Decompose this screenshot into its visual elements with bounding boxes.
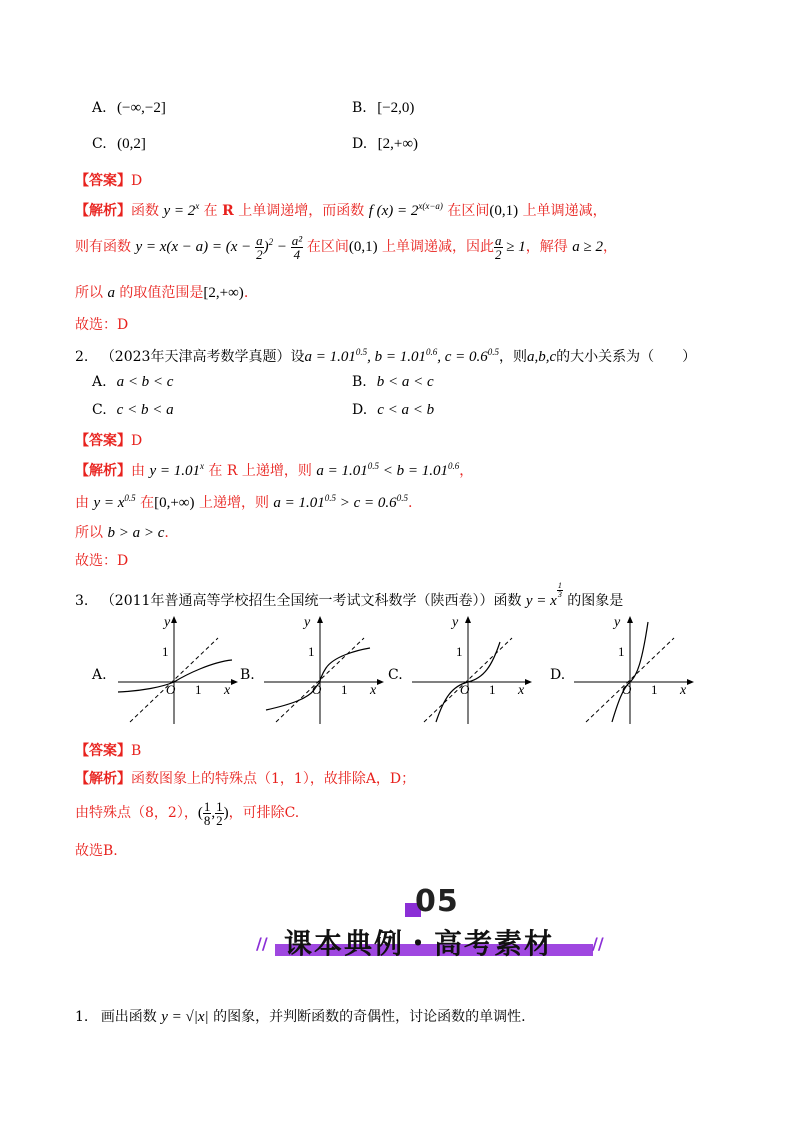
answer-tag: 【答案】 [75, 433, 131, 449]
text: 的图象是 [562, 593, 624, 609]
expr: a = 1.01 [304, 349, 356, 365]
option-label: B. [352, 374, 367, 390]
x-label: x [370, 683, 377, 698]
x-axis-arrow [687, 679, 694, 685]
origin-label: O [166, 682, 176, 697]
text: ，则 [498, 349, 527, 365]
q1-analysis-line3 [75, 282, 248, 302]
denominator: 8 [203, 813, 211, 828]
option-value: c < b < a [116, 402, 174, 418]
graph-label-c: C. [388, 667, 403, 683]
text: ， [459, 463, 474, 479]
text: 所以 [75, 285, 108, 301]
q2-analysis-line1 [75, 460, 473, 480]
math-expr [93, 495, 135, 511]
numerator: a² [291, 233, 303, 248]
text: 则有函数 [75, 238, 136, 255]
banner-title: 课本典例・高考素材 [284, 927, 555, 960]
q4-stem [75, 1006, 526, 1026]
fraction [203, 800, 212, 827]
y-axis-arrow [627, 616, 633, 623]
expr: f (x) = 2 [368, 203, 419, 219]
tick-y: 1 [162, 644, 169, 659]
banner-slash-right: // [592, 934, 604, 953]
option-label: A. [92, 374, 107, 390]
denominator: 2 [495, 247, 502, 262]
x-axis-arrow [525, 679, 532, 685]
math-expr [494, 233, 526, 262]
numerator: 1 [557, 581, 562, 590]
math-var: a,b,c [526, 349, 557, 365]
text: 由 [75, 495, 94, 511]
q1-choose: 故选：D [75, 317, 129, 333]
y-axis-arrow [465, 616, 471, 623]
math-expr [304, 349, 499, 365]
text: 在区间 [306, 238, 349, 255]
fraction [494, 234, 503, 261]
math-expr: b > a > c [107, 525, 165, 541]
text: . [164, 525, 169, 541]
banner-number: 05 [415, 884, 459, 919]
analysis-tag: 【解析】 [75, 771, 131, 787]
origin-label: O [622, 682, 632, 697]
interval: [2,+∞) [203, 285, 244, 301]
math-expr [135, 233, 306, 262]
analysis-tag: 【解析】 [75, 203, 131, 219]
math-expr: ( $\frac{1}{8}$ , $\frac{1}{2}$ ) [197, 799, 229, 828]
numerator: 1 [203, 799, 211, 814]
expr: < b = 1.01 [378, 463, 448, 479]
math-expr: y = √|x| [161, 1009, 209, 1025]
exp: 0.5 [324, 493, 337, 503]
graph-a [112, 612, 242, 727]
y-label: y [452, 615, 459, 630]
tick-y: 1 [308, 644, 315, 659]
interval: (0,1) [348, 238, 378, 255]
question-number: 2. [75, 349, 89, 365]
q3-analysis-line1 [75, 768, 415, 788]
q1-analysis-line1 [75, 200, 607, 220]
text: 在 [199, 203, 223, 219]
expr: a = 1.01 [316, 463, 368, 479]
y-axis-arrow [317, 616, 323, 623]
expr: > c = 0.6 [336, 495, 397, 511]
text: 函数 [131, 203, 159, 219]
option-value: [−2,0) [377, 100, 415, 116]
denominator: 4 [293, 247, 301, 262]
tick-x: 1 [489, 682, 496, 697]
q3-choose: 故选B. [75, 843, 118, 859]
tick-x: 1 [195, 682, 202, 697]
option-label: D. [352, 402, 368, 418]
option-value: a < b < c [116, 374, 174, 390]
tick-x: 1 [341, 682, 348, 697]
expr: y = x [525, 593, 557, 609]
exp: 0.6 [447, 461, 460, 471]
expr: y = x(x − a) = (x − [135, 238, 252, 255]
q2-option-d [352, 402, 434, 419]
q3-analysis-line2 [75, 800, 299, 827]
q1-option-d [352, 136, 418, 153]
text: 函数图象上的特殊点（1，1），故排除A，D； [131, 771, 416, 787]
q3-answer [75, 740, 141, 760]
text: 的取值范围是 [114, 285, 204, 301]
text: ， [602, 238, 617, 255]
option-value: (−∞,−2] [117, 100, 166, 116]
text: 在 R 上递增，则 [203, 463, 317, 479]
x-label: x [518, 683, 525, 698]
question-number: 1. [75, 1009, 89, 1025]
text: （2023年天津高考数学真题）设 [100, 349, 305, 365]
fraction [291, 234, 303, 261]
math-expr [149, 463, 204, 479]
graph-c [406, 612, 536, 727]
text: 上递增，则 [194, 495, 274, 511]
y-label: y [614, 615, 621, 630]
graph-b [258, 612, 388, 727]
answer-value: D [131, 433, 143, 449]
text: 上单调递增，而函数 [233, 203, 369, 219]
expr: , b = 1.01 [367, 349, 426, 365]
exp: 2 [268, 236, 274, 247]
expr: , c = 0.6 [437, 349, 488, 365]
numerator: a [495, 233, 502, 248]
x-label: x [680, 683, 687, 698]
expr: ≥ 1 [502, 238, 526, 255]
option-label: C. [92, 402, 107, 418]
q2-choose: 故选：D [75, 553, 129, 569]
text: . [407, 495, 413, 511]
q1-answer [75, 170, 142, 190]
q2-option-b [352, 374, 434, 391]
denominator: 3 [557, 590, 562, 599]
q1-option-a [92, 100, 166, 117]
text: 在 [135, 495, 155, 511]
option-label: C. [92, 136, 107, 152]
text: R [222, 203, 234, 219]
answer-value: D [131, 173, 143, 189]
y-label: y [164, 615, 171, 630]
math-expr [316, 463, 459, 479]
option-label: B. [352, 100, 367, 116]
expr: y = x [93, 495, 125, 511]
interval: [0,+∞) [154, 495, 195, 511]
option-value: (0,2] [117, 136, 146, 152]
q1-analysis-line2 [75, 234, 617, 261]
math-expr: a ≥ 2 [572, 238, 603, 255]
text: 上单调递减， [518, 203, 607, 219]
exp: 0.5 [367, 461, 379, 471]
text: 在区间 [442, 203, 490, 219]
graph-label-d: D. [550, 667, 566, 683]
denominator: 2 [216, 813, 223, 828]
q2-analysis-line3 [75, 522, 169, 542]
expr: y = 2 [163, 203, 196, 219]
math-expr [273, 495, 408, 511]
x-label: x [224, 683, 231, 698]
q3-stem [75, 582, 623, 610]
graph-label-b: B. [240, 667, 255, 683]
math-expr [525, 581, 563, 609]
q2-option-a [92, 374, 173, 391]
q1-option-c [92, 136, 146, 153]
answer-value: B [131, 743, 142, 759]
answer-tag: 【答案】 [75, 173, 131, 189]
expr: ) [263, 238, 269, 255]
tick-x: 1 [651, 682, 658, 697]
tick-y: 1 [618, 644, 625, 659]
expr: y = 1.01 [149, 463, 200, 479]
exp: x(x−a) [418, 201, 443, 211]
text: ，可排除C. [228, 804, 300, 821]
q2-analysis-line2 [75, 492, 412, 512]
curve [266, 648, 370, 710]
exp: 0.5 [487, 347, 499, 357]
expr: a = 1.01 [273, 495, 325, 511]
option-value: b < a < c [376, 374, 434, 390]
interval: (0,1) [489, 203, 519, 219]
tick-y: 1 [456, 644, 463, 659]
numerator: 1 [216, 799, 223, 814]
text: 上单调递减，因此 [377, 238, 495, 255]
text: 由特殊点（8，2）， [75, 804, 198, 821]
banner-slash-left: // [256, 934, 268, 953]
text: 画出函数 [100, 1009, 162, 1025]
numerator: a [256, 233, 263, 248]
option-label: D. [352, 136, 368, 152]
text: （2011年普通高等学校招生全国统一考试文科数学（陕西卷））函数 [100, 593, 526, 609]
exp: 0.5 [355, 347, 368, 357]
y-label: y [304, 615, 311, 630]
graph-label-a: A. [92, 667, 107, 683]
denominator: 2 [256, 247, 263, 262]
analysis-tag: 【解析】 [75, 463, 131, 479]
origin-label: O [312, 682, 322, 697]
x-axis-arrow [231, 679, 238, 685]
answer-tag: 【答案】 [75, 743, 131, 759]
option-value: c < a < b [377, 402, 435, 418]
exp: 0.5 [396, 493, 408, 503]
text: 所以 [75, 525, 108, 541]
exp: 0.5 [124, 493, 136, 503]
math-expr [369, 203, 443, 219]
q2-option-c [92, 402, 174, 419]
graph-d [568, 612, 698, 727]
exp: 0.6 [425, 347, 438, 357]
x-axis-arrow [377, 679, 384, 685]
y-axis-arrow [171, 616, 177, 623]
math-var: a [107, 285, 115, 301]
expr: − [273, 238, 291, 255]
text: ，解得 [525, 238, 573, 255]
fraction [215, 800, 224, 827]
option-label: A. [92, 100, 107, 116]
exp: x [199, 461, 204, 471]
text: 的大小关系为（ ） [556, 349, 697, 365]
math-expr [163, 203, 199, 219]
fraction [255, 234, 264, 261]
question-number: 3. [75, 593, 89, 609]
text: 由 [131, 463, 150, 479]
origin-label: O [460, 682, 470, 697]
text: 的图象，并判断函数的奇偶性，讨论函数的单调性. [208, 1009, 526, 1025]
q2-answer [75, 430, 142, 450]
text: . [243, 285, 249, 301]
exp: x [195, 201, 200, 211]
q2-stem [75, 346, 696, 366]
q1-option-b [352, 100, 414, 117]
option-value: [2,+∞) [377, 136, 419, 152]
